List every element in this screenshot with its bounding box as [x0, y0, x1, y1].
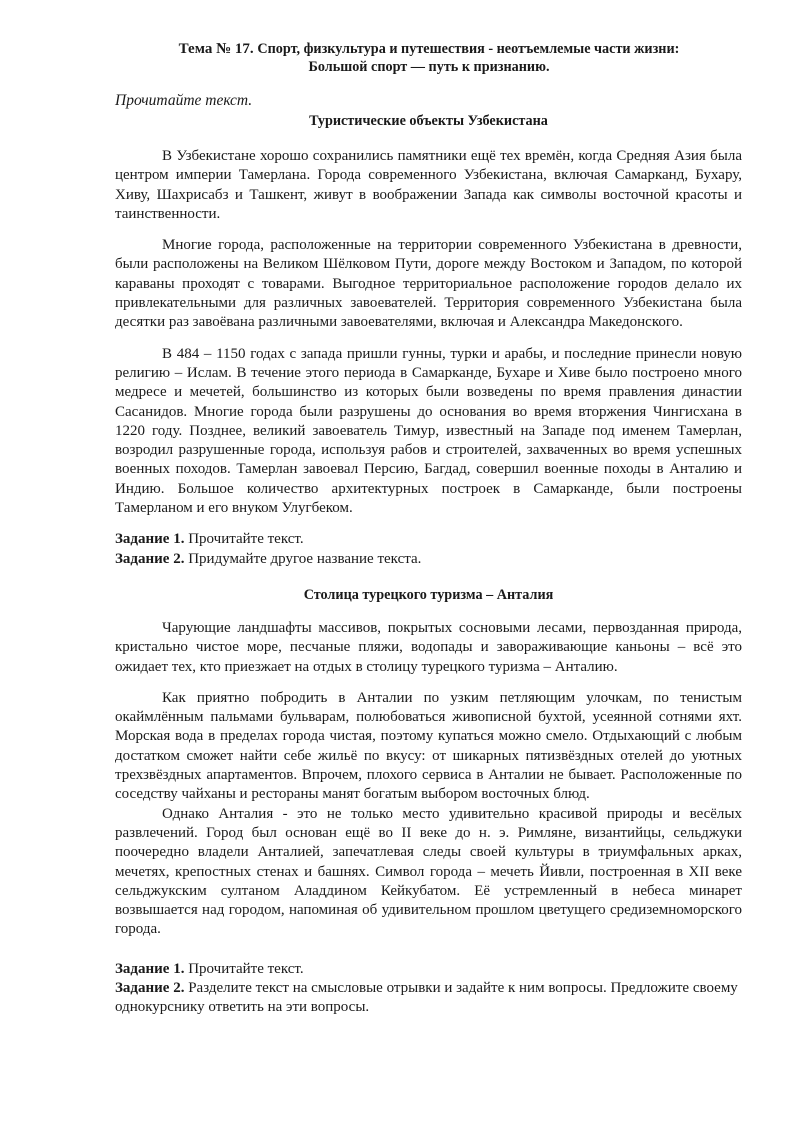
task-label: Задание 2.: [115, 550, 185, 567]
task-label: Задание 1.: [115, 531, 185, 548]
topic-line-1-rest: Спорт, физкультура и путешествия - неотъемлемые части жизни:: [257, 41, 680, 57]
section-1-paragraph: В Узбекистане хорошо сохранились памятники ещё тех времён, когда Средняя Азия была центром империи Тамерлана. Города современного Узбекистана, включая Самарканд, Бухару, Хиву, Шахрисабз и Ташкент, живут в воображении Запада как символы восточной красоты и таинственности.: [115, 148, 742, 222]
section-1-paragraph: Многие города, расположенные на территории современного Узбекистана в древности, были расположены на Великом Шёлковом Пути, дороге между Востоком и Западом, по которой караваны проходят с товарами. Выгодное территориальное расположение городов делало их привлекательными для различных завоевателей. Территория современного Узбекистана была десятки раз завоёвана различными завоевателями, включая и Александра Македонского.: [115, 237, 742, 331]
topic-line-2: Большой спорт — путь к признанию.: [308, 59, 550, 75]
section-2-paragraph: Чарующие ландшафты массивов, покрытых сосновыми лесами, первозданная природа, кристально чистое море, песчаные пляжи, водопады и завораживающие каньоны – всё это ожидает тех, кто приезжает на отдых в столицу турецкого туризма – Анталию.: [115, 619, 742, 675]
topic-prefix: Тема № 17.: [178, 41, 258, 57]
section-1-task-1: [115, 530, 742, 549]
section-1-paragraph: В 484 – 1150 годах с запада пришли гунны, турки и арабы, и последние принесли новую религию – Ислам. В течение этого периода в Самарканде, Бухаре и Хиве было построено много медресе и мечетей, большинство из которых были возведены по время правления династии Сасанидов. Многие города были разрушены до основания во время вторжения Чингисхана в 1220 году. Позднее, великий завоеватель Тимур, известный на Западе под именем Тамерлан, возродил разрушенные города, используя рабов и строителей, захваченных во время успешных военных походов. Тамерлан завоевал Персию, Багдад, совершил военные походы в Анталию и Индию. Большое количество архитектурных построек в Самарканде, были построены Тамерланом и его внуком Улугбеком.: [115, 345, 742, 517]
task-label: Задание 2.: [115, 979, 185, 996]
task-text: Разделите текст на смысловые отрывки и задайте к ним вопросы. Предложите своему однокурснику ответить на эти вопросы.: [115, 979, 738, 1016]
section-1-task-2: [115, 550, 742, 569]
task-label: Задание 1.: [115, 960, 185, 977]
task-text: Придумайте другое название текста.: [184, 550, 422, 567]
section-2-title: Столица турецкого туризма – Анталия: [303, 586, 554, 603]
task-text: Прочитайте текст.: [184, 960, 304, 977]
section-2-task-2: [115, 979, 742, 1018]
section-2-paragraph: Однако Анталия - это не только место удивительно красивой природы и весёлых развлечений. Город был основан ещё во II веке до н. э. Римляне, византийцы, сельджуки поочередно владели Анталией, запечатлевая следы своей культуры в триумфальных арках, мечетях, крепостных стенах и башнях. Символ города – мечеть Йивли, построенная в XII веке сельджукским султаном Аладдином Кейкубатом. Её устремленный в небеса минарет возвышается над городом, напоминая об удивительном прошлом цветущего средиземноморского города.: [115, 805, 742, 938]
topic-line-1: [111, 40, 747, 58]
section-2-task-1: [115, 960, 742, 979]
topic-heading: [111, 40, 747, 76]
section-2-paragraph: Как приятно побродить в Анталии по узким петляющим улочкам, по тенистым окаймлённым пальмами бульварам, полюбоваться живописной бухтой, усеянной сотнями яхт. Морская вода в пределах города чистая, поэтому купаться можно смело. Отдыхающий с любым достатком сможет найти себе жильё по вкусу: от шикарных пятизвёздных отелей до уютных трехзвёздных апартаментов. Впрочем, плохого сервиса в Анталии не бывает. Расположенные по соседству чайханы и рестораны манят богатым выбором восточных блюд.: [115, 689, 742, 803]
task-text: Прочитайте текст.: [184, 531, 304, 548]
read-instruction: Прочитайте текст.: [115, 92, 253, 109]
section-1-title: Туристические объекты Узбекистана: [309, 113, 548, 129]
